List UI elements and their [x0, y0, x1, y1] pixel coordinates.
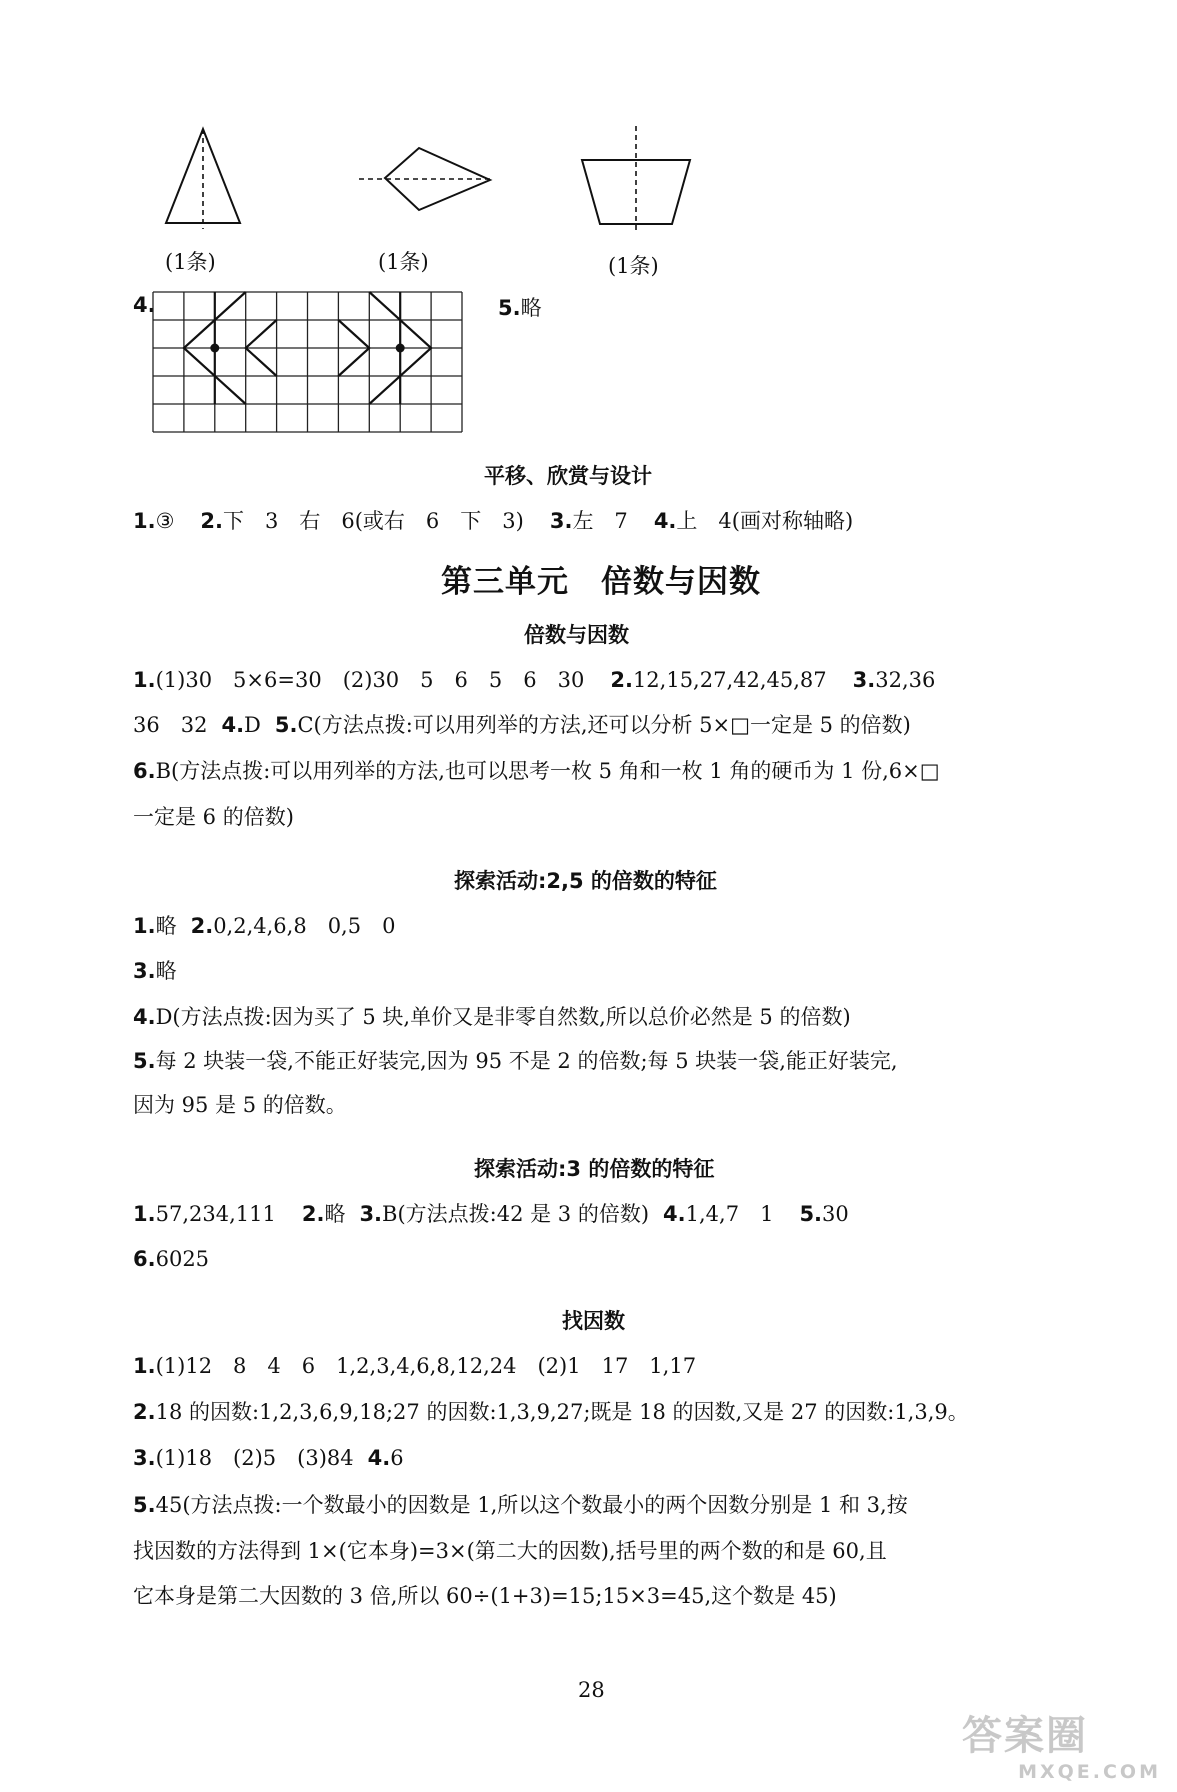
zhaoyinshu-line-3: 3.(1)18 (2)5 (3)84 4.6 [133, 1446, 404, 1470]
q5-answer: 5.略 [498, 296, 542, 320]
tansuo25-line-5: 因为 95 是 5 的倍数。 [133, 1093, 347, 1117]
q4-label: 4. [133, 293, 156, 317]
tansuo25-line-2: 3.略 [133, 959, 177, 983]
tansuo3-line-2: 6.6025 [133, 1247, 210, 1271]
section-title-tansuo3: 探索活动:3 的倍数的特征 [474, 1157, 715, 1181]
caption-trapezoid: (1条) [608, 254, 659, 278]
section-title-tansuo25: 探索活动:2,5 的倍数的特征 [454, 869, 717, 893]
zhaoyinshu-line-4: 5.45(方法点拨:一个数最小的因数是 1,所以这个数最小的两个因数分别是 1 和 3,按 [133, 1493, 908, 1517]
tansuo25-line-1: 1.略 2.0,2,4,6,8 0,5 0 [133, 914, 396, 938]
watermark-logo: 答案圈 MXQE.COM [962, 1713, 1161, 1783]
zhaoyinshu-line-2: 2.18 的因数:1,2,3,6,9,18;27 的因数:1,3,9,27;既是 18 的因数,又是 27 的因数:1,3,9。 [133, 1400, 969, 1424]
tansuo3-line-1: 1.57,234,111 2.略 3.B(方法点拨:42 是 3 的倍数) 4.1,4,7 1 5.30 [133, 1202, 849, 1226]
beishu-line-1: 1.(1)30 5×6=30 (2)30 5 6 5 6 30 2.12,15,27,42,45,87 3.32,36 [133, 668, 936, 692]
page-number: 28 [578, 1678, 605, 1702]
beishu-line-3: 6.B(方法点拨:可以用列举的方法,也可以思考一枚 5 角和一枚 1 角的硬币为 1 份,6×□ [133, 759, 940, 783]
kite-figure [355, 142, 495, 220]
unit-title: 第三单元 倍数与因数 [441, 564, 761, 600]
trapezoid-figure [580, 122, 700, 232]
caption-triangle: (1条) [165, 250, 216, 274]
section-title-pingyi: 平移、欣赏与设计 [484, 464, 652, 488]
triangle-figure [160, 125, 250, 233]
zhaoyinshu-line-6: 它本身是第二大因数的 3 倍,所以 60÷(1+3)=15;15×3=45,这个数是 45) [133, 1584, 837, 1608]
beishu-line-2: 36 32 4.D 5.C(方法点拨:可以用列举的方法,还可以分析 5×□一定是 5 的倍数) [133, 713, 911, 737]
pingyi-line-1: 1.③ 2.下 3 右 6(或右 6 下 3) 3.左 7 4.上 4(画对称轴略) [133, 509, 854, 533]
zhaoyinshu-line-1: 1.(1)12 8 4 6 1,2,3,4,6,8,12,24 (2)1 17 1,17 [133, 1354, 697, 1378]
section-title-zhaoyinshu: 找因数 [562, 1309, 625, 1333]
tansuo25-line-4: 5.每 2 块装一袋,不能正好装完,因为 95 不是 2 的倍数;每 5 块装一袋,能正好装完, [133, 1049, 898, 1073]
zhaoyinshu-line-5: 找因数的方法得到 1×(它本身)=3×(第二大的因数),括号里的两个数的和是 60,且 [133, 1539, 887, 1563]
caption-kite: (1条) [378, 250, 429, 274]
beishu-line-4: 一定是 6 的倍数) [133, 805, 294, 829]
section-title-beishu: 倍数与因数 [524, 623, 629, 647]
grid-figure [152, 291, 464, 433]
tansuo25-line-3: 4.D(方法点拨:因为买了 5 块,单价又是非零自然数,所以总价必然是 5 的倍数) [133, 1005, 851, 1029]
